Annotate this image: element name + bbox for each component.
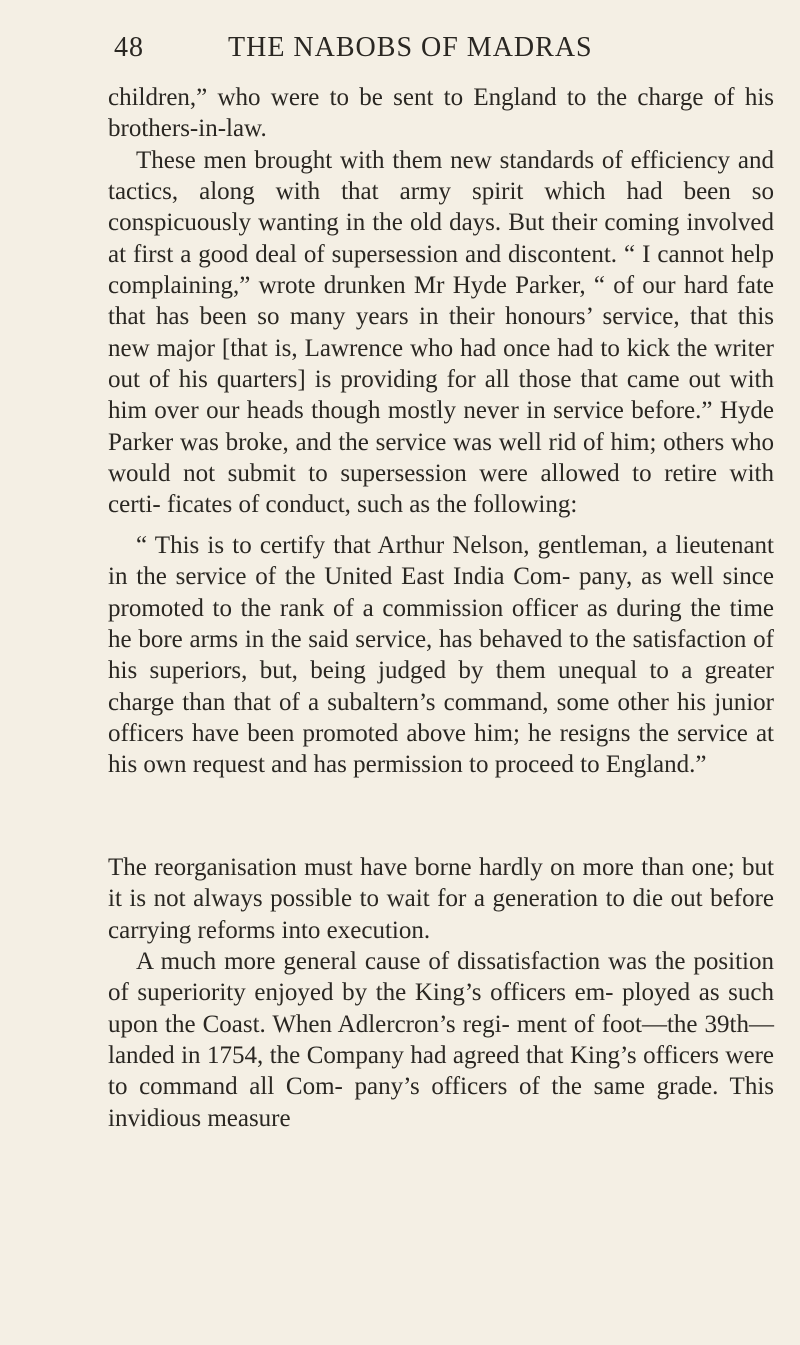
book-title: THE NABOBS OF MADRAS [228, 32, 593, 63]
certificate-quote: “ This is to certify that Arthur Nelson, gentleman, a lieutenant in the service of the United East India Com- pany, as well since promoted to the rank of a commission officer as during the time he bore arms in the said service, has behaved to the satisfaction of his superiors, but, being judged by them unequal to a greater charge than that of a subaltern’s command, some other his junior officers have been promoted above him; he resigns the service at his own request and has permission to proceed to England.” [108, 532, 774, 779]
paragraph-continuation: children,” who were to be sent to England to the charge of his brothers-in-law. [108, 84, 774, 143]
body-text-lower [108, 852, 774, 1134]
body-text-upper [108, 82, 774, 521]
paragraph-dissatisfaction: A much more general cause of dissatisfaction was the position of superiority enjoyed by the King’s officers em- ployed as such upon the Coast. When Adlercron’s regi- ment of foot—the 39th—landed in 1754, the Company had agreed that King’s officers were to command all Com- pany’s officers of the same grade. This invidious measure [108, 948, 774, 1132]
running-head [114, 32, 774, 72]
block-quote [108, 530, 774, 781]
paragraph-reorganisation: The reorganisation must have borne hardly on more than one; but it is not always possible to wait for a generation to die out before carrying reforms into execution. [108, 854, 774, 944]
page-number: 48 [114, 32, 144, 63]
paragraph-new-standards: These men brought with them new standards of efficiency and tactics, along with that army spirit which had been so conspicuously wanting in the old days. But their coming involved at first a good deal of supersession and discontent. “ I cannot help complaining,” wrote drunken Mr Hyde Parker, “ of our hard fate that has been so many years in their honours’ service, that this new major [that is, Lawrence who had once had to kick the writer out of his quarters] is providing for all those that came out with him over our heads though mostly never in service before.” Hyde Parker was broke, and the service was well rid of him; others who would not submit to supersession were allowed to retire with certi- ficates of conduct, such as the following: [108, 146, 774, 519]
